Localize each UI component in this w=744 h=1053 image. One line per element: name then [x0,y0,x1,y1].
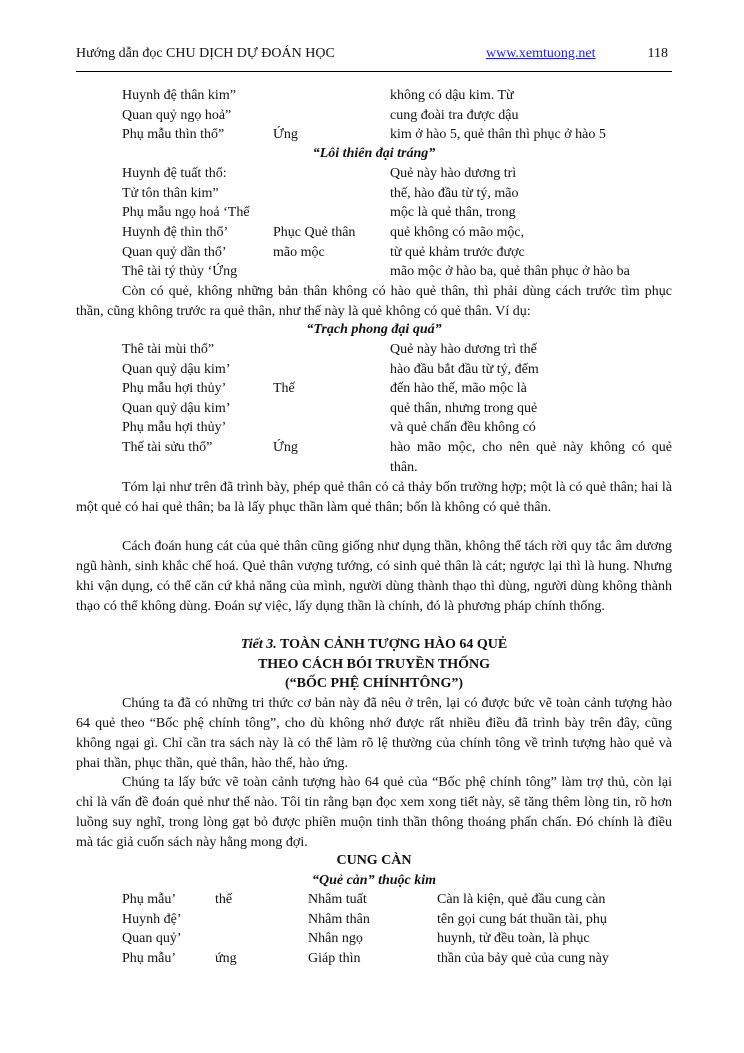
line-note: tên gọi cung bát thuần tài, phụ [437,912,607,927]
line-label: Phụ mẫu hợi thủy’ [122,420,227,435]
line-label: Huynh đệ thân kim” [122,88,236,103]
line-label: Quan quỷ dậu kim’ [122,401,231,416]
line-branch: Nhâm thân [308,912,370,927]
line-label: Quan quỷ dần thổ’ [122,245,227,260]
line-branch: Nhâm tuất [308,892,367,907]
paragraph: Còn có quẻ, không những bản thân không có hào quẻ thân, thì phải dùng cách trước tìm phục thần, cũng không trước ra quẻ thân, như thế này là quẻ không có quẻ thân. Ví dụ: [76,284,672,319]
website-link[interactable]: www.xemtuong.net [486,46,596,61]
line-note: huynh, tử đều toàn, là phục [437,931,590,946]
line-note: quẻ không có mão mộc, [390,225,525,240]
line-note: không có dậu kim. Từ [390,88,514,103]
paragraph: Tóm lại như trên đã trình bày, phép quẻ thân có cả thảy bốn trường hợp; một là có quẻ thân; hai là một quẻ có hai quẻ thân; ba là lấy phục thần làm quẻ thân; bốn là không có quẻ thân. [76,480,672,515]
line-label: Thê tài tý thủy ‘Ứng [122,264,238,279]
line-branch: Giáp thìn [308,951,361,966]
line-label: Phụ mẫu ngọ hoả ‘Thế [122,205,250,220]
paragraph: Cách đoán hung cát của quẻ thân cũng giống như dụng thần, không thể tách rời quy tắc âm dương ngũ hành, sinh khắc chế hoá. Quẻ thân vượng tướng, có sinh quẻ thân là cát; ngược lại thì là hung. Nhưng khi vận dụng, có thể căn cứ khả năng của mình, người dùng thành thạo thì dùng, người dùng không thành thạo có thể không dùng. Đoán sự việc, lấy dụng thần là chính, đó là phương pháp chính thống. [76,539,672,614]
paragraph: Chúng ta lấy bức vẽ toàn cảnh tượng hào 64 quẻ của “Bốc phệ chính tông” làm trợ thủ, còn lại chỉ là vấn đề đoán quẻ như thế nào. Tôi tin rằng bạn đọc xem xong tiết này, sẽ tăng thêm lòng tin, rõ hơn luồng suy nghĩ, trong lòng gạt bỏ được phiền muộn tinh thần thông thoáng phấn chấn. Đó chính là điều mà tác giả cuốn sách này hằng mong đợi. [76,775,672,850]
line-note: và quẻ chấn đều không có [390,420,536,435]
line-note: Càn là kiện, quẻ đầu cung càn [437,892,606,907]
line-label: Thê tài mùi thổ” [122,342,215,357]
gua-heading: “Lôi thiên đại tráng” [312,146,436,161]
line-note: mộc là quẻ thân, trong [390,205,516,220]
line-note: thần của bảy quẻ của cung này [437,951,609,966]
line-marker: Ứng [273,440,298,455]
page-number: 118 [647,46,668,61]
section-title-line2: THEO CÁCH BÓI TRUYỀN THỐNG [257,657,491,672]
line-marker: thế [215,892,233,907]
gua-heading: “Quẻ càn” thuộc kim [311,873,437,888]
line-note: kim ở hào 5, quẻ thân thì phục ở hào 5 [390,127,606,142]
line-label: Huynh đệ’ [122,912,182,927]
line-label: Quan quỷ’ [122,931,182,946]
section-title-line1: TOÀN CẢNH TƯỢNG HÀO 64 QUẺ [276,637,508,652]
paragraph: Chúng ta đã có những tri thức cơ bản này đã nêu ở trên, lại có được bức vẽ toàn cảnh tượng hào 64 quẻ theo “Bốc phệ chính tông”, cho dù không nhớ được rất nhiều điều đã trình bày trên đây, cũng không ngại gì. Chỉ cần tra sách này là có thể làm rõ lệ thường của chính tông về trình tượng hào quẻ và phai thần, phục thần, quẻ thân, hào thế, hào ứng. [76,696,672,771]
section-title-line3: (“BỐC PHỆ CHÍNHTÔNG”) [284,676,464,691]
line-note: Quẻ này hào dương trì thế [390,342,537,357]
line-label: Tử tôn thân kim” [122,186,219,201]
line-label: Huynh đệ tuất thổ: [122,166,227,181]
line-note: cung đoài tra được dậu [390,108,519,123]
line-marker: mão mộc [273,245,325,260]
line-marker: ứng [215,951,237,966]
section-label: Tiết 3. [240,637,277,652]
line-marker: Phục Quẻ thân [273,225,356,240]
line-label: Quan quỷ dậu kim’ [122,362,231,377]
line-marker: Thế [273,381,295,396]
line-branch: Nhân ngọ [308,931,363,946]
line-label: Phụ mẫu’ [122,951,177,966]
line-note: mão mộc ở hào ba, quẻ thân phục ở hào ba [390,264,630,279]
gua-heading: “Trạch phong đại quá” [306,322,442,337]
line-label: Thế tài sửu thổ” [122,440,213,455]
line-label: Quan quỷ ngọ hoả” [122,108,232,123]
header-rule [76,71,672,72]
line-note: Quẻ này hào dương trì [390,166,517,181]
section-title [76,635,672,655]
line-label: Huynh đệ thìn thổ’ [122,225,229,240]
line-note: thế, hào đầu từ tý, mão [390,186,519,201]
palace-heading: CUNG CÀN [336,853,412,868]
line-note: hào đầu bắt đầu từ tý, đếm [390,362,539,377]
line-label: Phụ mẫu hợi thủy’ [122,381,227,396]
line-note: hào mão mộc, cho nên quẻ này không có quẻ thân. [390,440,672,475]
line-label: Phụ mẫu’ [122,892,177,907]
line-note: quẻ thân, nhưng trong quẻ [390,401,538,416]
line-label: Phụ mẫu thìn thổ” [122,127,225,142]
line-note: từ quẻ khảm trước được [390,245,525,260]
line-marker: Ứng [273,127,298,142]
book-title: Hướng dẫn đọc CHU DỊCH DỰ ĐOÁN HỌC [76,46,335,61]
line-note: đến hào thế, mão mộc là [390,381,527,396]
page-header [76,46,672,72]
